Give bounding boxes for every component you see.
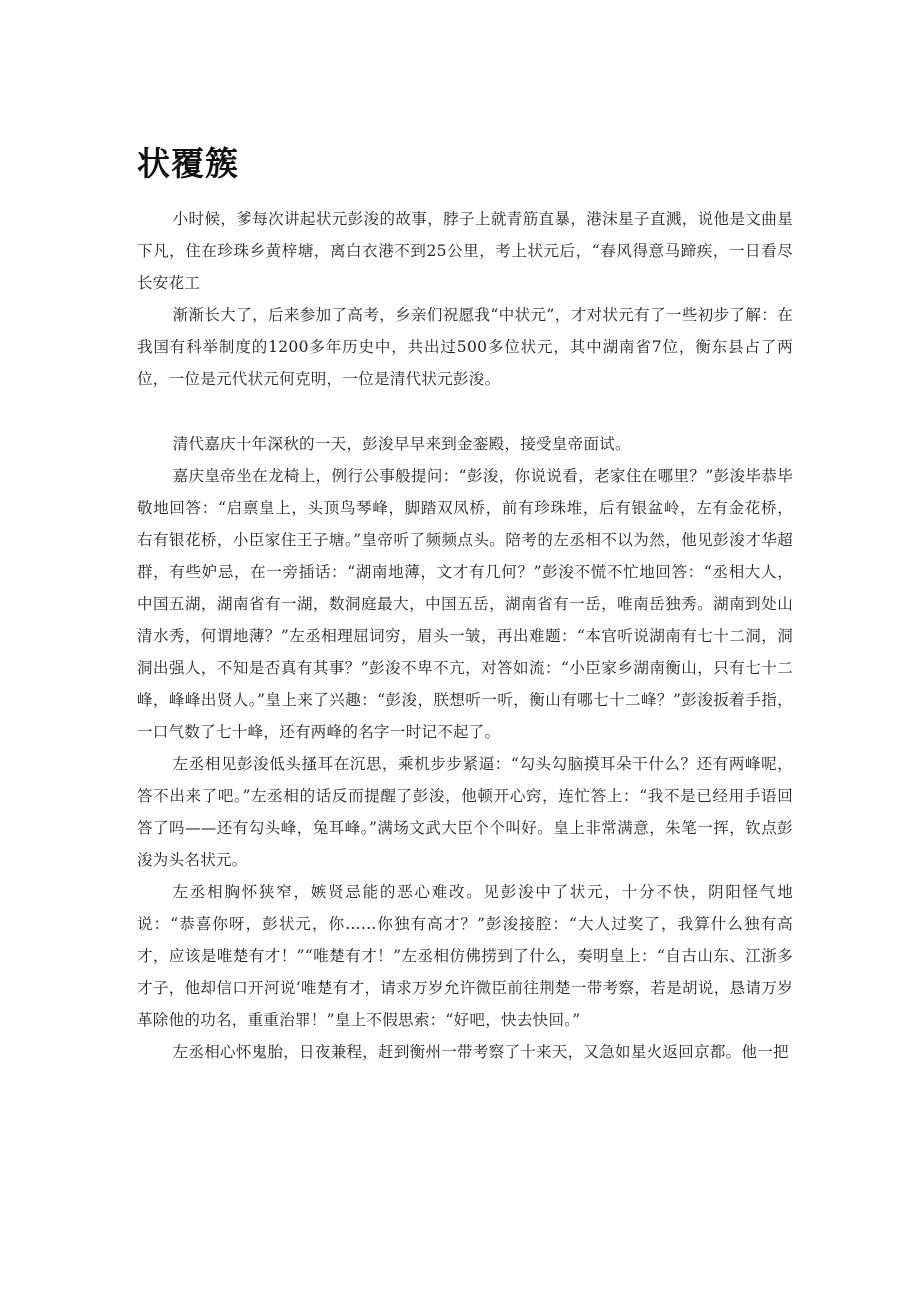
paragraph: 左丞相见彭浚低头搔耳在沉思，乘机步步紧逼：“勾头勾脑摸耳朵干什么？还有两峰呢，答不出来了吧。”左丞相的话反而提醒了彭浚，他顿开心窍，连忙答上：“我不是已经用手语回答了吗——还有勾头峰，兔耳峰。”满场文武大臣个个叫好。皇上非常满意，朱笔一挥，钦点彭浚为头名状元。 bbox=[137, 755, 793, 869]
paragraph: 小时候，爹每次讲起状元彭浚的故事，脖子上就青筋直暴，港沫星子直溅，说他是文曲星下凡，住在珍珠乡黄梓塘，离白衣港不到25公里，考上状元后，“春风得意马蹄疾，一日看尽长安花工 bbox=[137, 210, 793, 292]
document-body bbox=[137, 203, 793, 1068]
document-title: 状覆簇 bbox=[137, 144, 239, 183]
paragraph: 左丞相胸怀狭窄，嫉贤忌能的恶心难改。见彭浚中了状元，十分不快，阴阳怪气地说：“恭喜你呀，彭状元，你......你独有高才？”彭浚接腔：“大人过奖了，我算什么独有高才，应该是唯楚有才！”“唯楚有才！”左丞相仿佛捞到了什么，奏明皇上：“自古山东、江浙多才子，他却信口开河说‘唯楚有才，请求万岁允许微臣前往荆楚一带考察，若是胡说，恳请万岁革除他的功名，重重治罪！”皇上不假思索：“好吧，快去快回。” bbox=[137, 883, 793, 1029]
paragraph-spacer bbox=[137, 395, 793, 428]
paragraph: 左丞相心怀鬼胎，日夜兼程，赶到衡州一带考察了十来天，又急如星火返回京都。他一把 bbox=[172, 1043, 789, 1061]
paragraph: 嘉庆皇帝坐在龙椅上，例行公事般提问：“彭浚，你说说看，老家住在哪里？”彭浚毕恭毕敬地回答：“启禀皇上，头顶鸟琴峰，脚踏双凤桥，前有珍珠堆，后有银盆岭，左有金花桥，右有银花桥，小臣家住王子塘。”皇帝听了频频点头。陪考的左丞相不以为然，他见彭浚才华超群，有些妒忌，在一旁插话：“湖南地薄，文才有几何？”彭浚不慌不忙地回答：“丞相大人，中国五湖，湖南省有一湖，数洞庭最大，中国五岳，湖南省有一岳，唯南岳独秀。湖南到处山清水秀，何谓地薄？”左丞相理屈词穷，眉头一皱，再出难题：“本官听说湖南有七十二洞，洞洞出强人，不知是否真有其事？”彭浚不卑不亢，对答如流：“小臣家乡湖南衡山，只有七十二峰，峰峰出贤人。”皇上来了兴趣：“彭浚，朕想听一听，衡山有哪七十二峰？”彭浚扳着手指，一口气数了七十峰，还有两峰的名字一时记不起了。 bbox=[137, 467, 793, 741]
paragraph: 清代嘉庆十年深秋的一天，彭浚早早来到金銮殿，接受皇帝面试。 bbox=[172, 435, 631, 453]
paragraph: 渐渐长大了，后来参加了高考，乡亲们祝愿我“中状元”，才对状元有了一些初步了解：在我国有科举制度的1200多年历史中，共出过500多位状元，其中湖南省7位，衡东县占了两位，一位是元代状元何克明，一位是清代状元彭浚。 bbox=[137, 306, 793, 388]
